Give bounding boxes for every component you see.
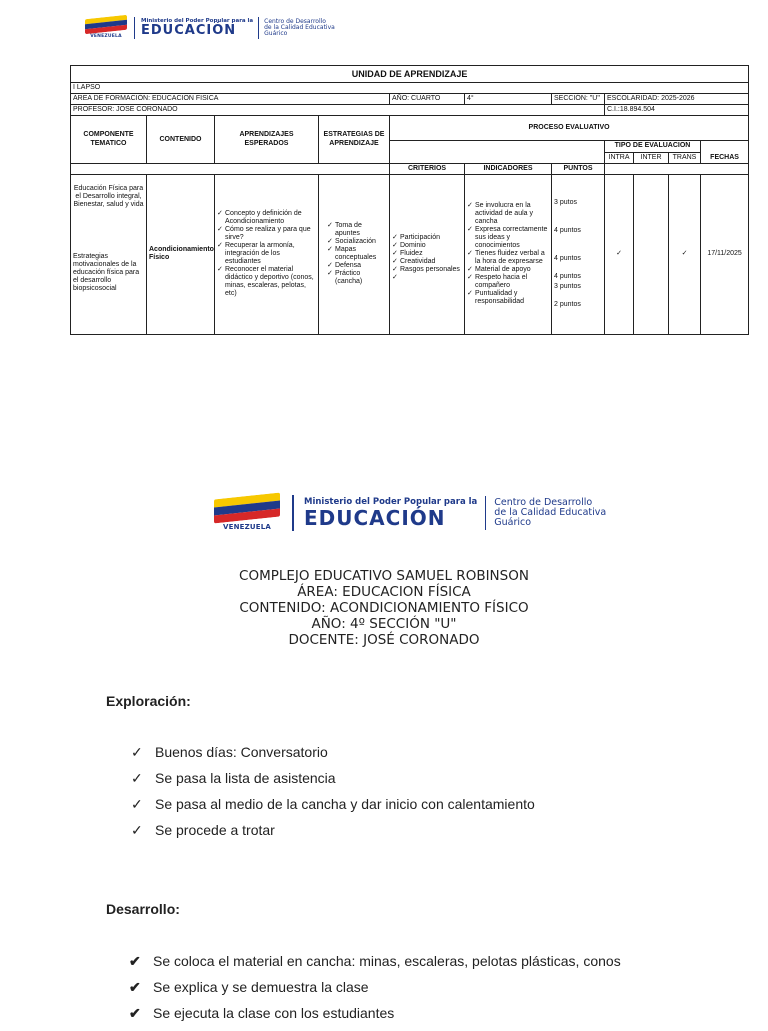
list-item: ✓ Rasgos personales <box>392 266 462 274</box>
logo-separator <box>134 17 135 39</box>
header-trans: TRANS <box>669 152 701 163</box>
intra-check: ✓ <box>605 174 634 334</box>
country-label: VENEZUELA <box>222 522 272 531</box>
header-intra: INTRA <box>605 152 634 163</box>
school-name: COMPLEJO EDUCATIVO SAMUEL ROBINSON <box>239 568 529 584</box>
anio-value-cell: 4° <box>465 94 552 105</box>
centro-line-2: de la Calidad Educativa <box>494 507 607 519</box>
logo-separator-2 <box>485 496 486 530</box>
list-item: ✓ Respeto hacia el compañero <box>467 274 549 290</box>
indicadores-cell <box>465 174 552 334</box>
area-line: ÁREA: EDUCACION FÍSICA <box>297 584 471 600</box>
ministry-logo-large <box>212 494 606 532</box>
centro-line-1: Centro de Desarrollo <box>494 497 593 509</box>
contenido-cell <box>147 174 215 334</box>
subheader-blank <box>71 163 390 174</box>
list-item: ✓ Reconocer el material didáctico y deportivo (conos, minas, escaleras, pelotas, etc) <box>217 266 316 298</box>
header-aprendizajes: APRENDIZAJES ESPERADOS <box>215 116 319 163</box>
puntos-value: 4 puntos <box>554 272 581 280</box>
list-item: ✓ Buenos días: Conversatorio <box>131 744 328 760</box>
centro-line-3: Guárico <box>494 516 532 528</box>
componente-cell <box>71 174 147 334</box>
aprendizajes-list <box>217 210 316 299</box>
list-item: ✓ Se pasa al medio de la cancha y dar inicio con calentamiento <box>131 796 535 812</box>
inter-check <box>634 174 669 334</box>
table-row <box>71 94 749 105</box>
list-item: ✓ Recuperar la armonía, integración de los estudiantes <box>217 242 316 266</box>
componente-2: Estrategias motivacionales de la educación física para el desarrollo biopsicosocial <box>73 252 140 292</box>
table-row <box>71 83 749 94</box>
profesor-cell: PROFESOR: JOSE CORONADO <box>71 105 605 116</box>
list-item: ✓ Socialización <box>327 238 387 246</box>
centro-text-block <box>494 498 606 528</box>
anio-seccion-line: AÑO: 4º SECCIÓN "U" <box>311 616 457 632</box>
education-wordmark: EDUCACIÓN <box>141 23 237 38</box>
aprendizajes-cell <box>215 174 319 334</box>
table-title: UNIDAD DE APRENDIZAJE <box>71 66 749 83</box>
centro-text-block <box>264 19 335 38</box>
venezuela-flag-emblem <box>212 496 282 531</box>
list-item: ✓ Expresa correctamente sus ideas y conocimientos <box>467 226 549 250</box>
lapso-cell: I LAPSO <box>71 83 749 94</box>
check-icon: ✓ <box>131 822 143 838</box>
header-fechas: FECHAS <box>701 141 749 163</box>
header-criterios: CRITERIOS <box>390 163 465 174</box>
escolaridad-cell: ESCOLARIDAD: 2025-2026 <box>605 94 749 105</box>
list-item: ✓ Se procede a trotar <box>131 822 275 838</box>
education-wordmark: EDUCACIÓN <box>304 506 446 530</box>
list-item: ✓ Concepto y definición de Acondicionamiento <box>217 210 316 226</box>
learning-unit-table <box>70 65 749 335</box>
table-body-row <box>71 174 749 334</box>
check-icon: ✓ <box>131 744 143 760</box>
list-item: ✓ Se involucra en la actividad de aula y cancha <box>467 202 549 226</box>
contenido-value: Acondicionamiento Físico <box>149 246 214 262</box>
subheader-blank-right <box>605 163 749 174</box>
list-item: ✔ Se coloca el material en cancha: minas, escaleras, pelotas plásticas, conos <box>129 953 621 969</box>
list-item: ✓ Mapas conceptuales <box>327 246 387 262</box>
logo-separator <box>292 495 294 531</box>
componente-1: Educación Física para el Desarrollo integral, Bienestar, salud y vida <box>73 184 144 208</box>
contenido-line: CONTENIDO: ACONDICIONAMIENTO FÍSICO <box>239 600 529 616</box>
table-header-row <box>71 116 749 141</box>
table-title-row <box>71 66 749 83</box>
check-icon: ✔ <box>129 1005 141 1021</box>
list-item: ✔ Se ejecuta la clase con los estudiantes <box>129 1005 395 1021</box>
logo-separator-2 <box>258 17 259 39</box>
header-proceso: PROCESO EVALUATIVO <box>390 116 749 141</box>
criterios-list <box>392 234 462 274</box>
check-icon: ✔ <box>129 979 141 995</box>
list-item: ✓ Puntualidad y responsabilidad <box>467 290 549 306</box>
check-icon: ✓ <box>131 796 143 812</box>
header-componente: COMPONENTE TEMATICO <box>71 116 147 163</box>
header-indicadores: INDICADORES <box>465 163 552 174</box>
list-item: ✓ Participación <box>392 234 462 242</box>
venezuela-flag-emblem <box>84 17 128 39</box>
list-item: ✓ Práctico (cancha) <box>327 270 387 286</box>
header-estrategias: ESTRATEGIAS DE APRENDIZAJE <box>319 116 390 163</box>
fecha-cell: 17/11/2025 <box>701 174 749 334</box>
estrategias-list <box>321 222 387 286</box>
criterios-cell <box>390 174 465 334</box>
puntos-value: 3 puntos <box>554 282 581 290</box>
ministry-name: Ministerio del Poder Popular para la <box>304 497 478 507</box>
indicadores-list <box>467 202 549 307</box>
trans-check: ✓ <box>669 174 701 334</box>
check-icon: ✓ <box>131 770 143 786</box>
list-item: ✓ Defensa <box>327 262 387 270</box>
puntos-value: 4 puntos <box>554 226 581 234</box>
list-item: ✓ Material de apoyo <box>467 266 549 274</box>
list-item: ✓ Creatividad <box>392 258 462 266</box>
desarrollo-title: Desarrollo: <box>106 901 180 917</box>
puntos-value: 3 putos <box>554 198 577 206</box>
ministry-logo-small <box>84 16 335 40</box>
header-inter: INTER <box>634 152 669 163</box>
exploracion-list <box>131 744 535 848</box>
ci-cell: C.I.:18.894.504 <box>605 105 749 116</box>
country-label: VENEZUELA <box>90 34 122 39</box>
header-tipo: TIPO DE EVALUACION <box>605 141 701 152</box>
list-item: ✓ Tienes fluidez verbal a la hora de expresarse <box>467 250 549 266</box>
list-item: ✔ Se explica y se demuestra la clase <box>129 979 369 995</box>
header-spacer <box>390 141 605 163</box>
anio-label-cell: AÑO: CUARTO <box>390 94 465 105</box>
seccion-cell: SECCIÓN: "U" <box>552 94 605 105</box>
puntos-value: 4 puntos <box>554 254 581 262</box>
table-row <box>71 105 749 116</box>
puntos-cell <box>552 174 605 334</box>
docente-line: DOCENTE: JOSÉ CORONADO <box>288 632 480 648</box>
list-item: ✓ Dominio <box>392 242 462 250</box>
list-item: ✓ Fluidez <box>392 250 462 258</box>
ministry-text-block <box>141 18 253 38</box>
table-subheader-row <box>71 163 749 174</box>
header-puntos: PUNTOS <box>552 163 605 174</box>
list-item: ✓ Se pasa la lista de asistencia <box>131 770 336 786</box>
centro-line-3: Guárico <box>264 30 288 38</box>
exploracion-title: Exploración: <box>106 693 191 709</box>
check-icon: ✔ <box>129 953 141 969</box>
header-contenido: CONTENIDO <box>147 116 215 163</box>
area-cell: AREA DE FORMACIÓN: EDUCACION FISICA <box>71 94 390 105</box>
estrategias-cell <box>319 174 390 334</box>
desarrollo-list <box>129 953 621 1031</box>
ministry-name: Ministerio del Poder Popular para la <box>141 18 254 24</box>
list-item: ✓ Cómo se realiza y para que sirve? <box>217 226 316 242</box>
list-item: ✓ Toma de apuntes <box>327 222 387 238</box>
centro-line-2: de la Calidad Educativa <box>264 23 335 31</box>
school-info-block <box>200 568 568 648</box>
puntos-value: 2 puntos <box>554 300 581 308</box>
centro-line-1: Centro de Desarrollo <box>264 17 326 25</box>
ministry-text-block <box>304 497 477 529</box>
